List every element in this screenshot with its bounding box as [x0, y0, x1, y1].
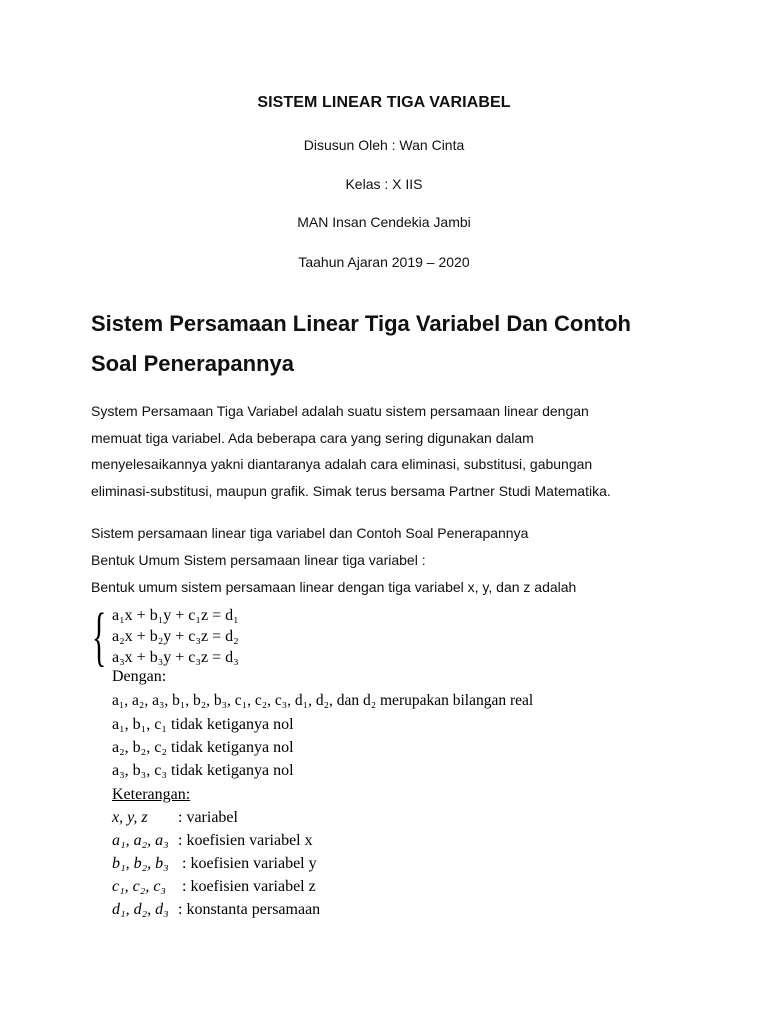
general-form-description: Bentuk umum sistem persamaan linear dengan tiga variabel x, y, dan z adalah	[91, 579, 577, 595]
legend-description: : koefisien variabel z	[178, 878, 316, 895]
legend-row	[112, 878, 316, 896]
condition-row: a₁, a₂, a₃, b₁, b₂, b₃, c₁, c₂, c₃, d₁, d₂, dan d₂ merupakan bilangan real	[112, 692, 534, 709]
intro-paragraph	[91, 398, 691, 504]
article-heading-line-1: Sistem Persamaan Linear Tiga Variabel Dan Contoh	[91, 311, 631, 336]
legend-symbol: b₁, b₂, b₃	[112, 855, 169, 872]
keterangan-label: Keterangan:	[112, 786, 191, 803]
condition-row: a₁, b₁, c₁ tidak ketiganya nol	[112, 716, 294, 733]
legend-symbol: x, y, z	[112, 809, 148, 826]
legend-symbol: a₁, a₂, a₃	[112, 832, 169, 849]
intro-line: menyelesaikannya yakni diantaranya adalah cara eliminasi, substitusi, gabungan	[91, 456, 593, 472]
condition-row: a₂, b₂, c₂ tidak ketiganya nol	[112, 739, 294, 756]
intro-line: memuat tiga variabel. Ada beberapa cara yang sering digunakan dalam	[91, 429, 534, 446]
class-line: Kelas : X IIS	[345, 176, 423, 192]
system-brace: {	[92, 600, 107, 673]
intro-line: System Persamaan Tiga Variabel adalah suatu sistem persamaan linear dengan	[91, 403, 589, 419]
dengan-label: Dengan:	[112, 668, 167, 685]
legend-description: : konstanta persamaan	[178, 901, 321, 918]
article-heading	[91, 304, 731, 384]
legend-symbol: c₁, c₂, c₃	[112, 878, 166, 895]
author-line: Disusun Oleh : Wan Cinta	[303, 137, 465, 153]
equation-row: a₃x + b₃y + c₃z = d₃	[112, 649, 239, 666]
document-title: SISTEM LINEAR TIGA VARIABEL	[257, 94, 511, 111]
legend-row	[112, 855, 317, 873]
legend-symbol: d₁, d₂, d₃	[112, 901, 169, 918]
legend-description: : koefisien variabel y	[178, 855, 317, 872]
legend-row	[112, 901, 320, 919]
year-line: Taahun Ajaran 2019 – 2020	[298, 254, 470, 270]
legend-row	[112, 832, 313, 850]
school-line: MAN Insan Cendekia Jambi	[297, 214, 471, 230]
legend-row	[112, 809, 238, 827]
condition-row: a₃, b₃, c₃ tidak ketiganya nol	[112, 762, 294, 779]
article-heading-line-2: Soal Penerapannya	[91, 351, 294, 376]
intro-line: eliminasi-substitusi, maupun grafik. Simak terus bersama Partner Studi Matematika.	[91, 482, 611, 499]
legend-description: : koefisien variabel x	[178, 832, 313, 849]
equation-row: a₂x + b₂y + c₃z = d₂	[112, 628, 239, 645]
general-form-heading: Bentuk Umum Sistem persamaan linear tiga variabel :	[91, 552, 426, 568]
equation-row: a₁x + b₁y + c₁z = d₁	[112, 607, 239, 624]
legend-description: : variabel	[178, 809, 238, 826]
subtopic-line: Sistem persamaan linear tiga variabel dan Contoh Soal Penerapannya	[91, 525, 529, 541]
